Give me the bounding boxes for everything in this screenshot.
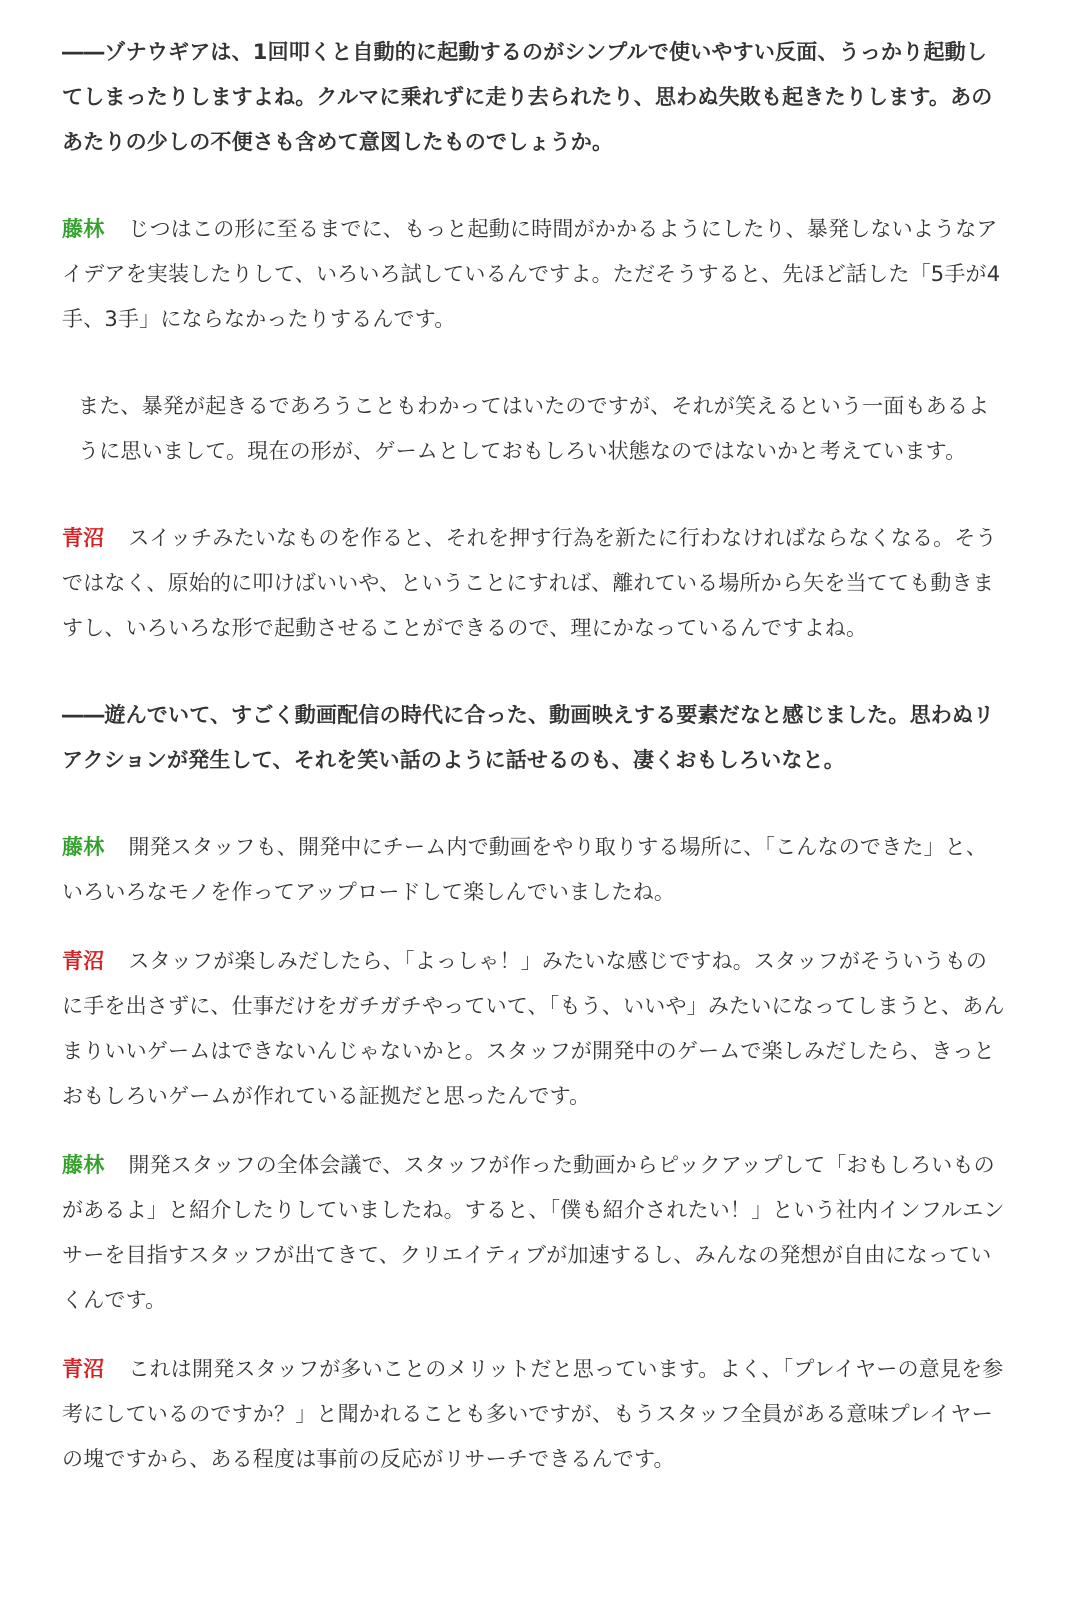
answer-paragraph: [62, 207, 1006, 342]
speaker-name: 藤林: [62, 217, 105, 241]
answer-paragraph: [62, 1143, 1006, 1323]
answer-text: スイッチみたいなものを作ると、それを押す行為を新たに行わなければならなくなる。そうではなく、原始的に叩けばいいや、ということにすれば、離れている場所から矢を当てても動きますし、いろいろな形で起動させることができるので、理にかなっているんですよね。: [62, 526, 997, 640]
answer-text: 開発スタッフも、開発中にチーム内で動画をやり取りする場所に、「こんなのできた」と、いろいろなモノを作ってアップロードして楽しんでいましたね。: [62, 835, 988, 904]
answer-text: これは開発スタッフが多いことのメリットだと思っています。よく、「プレイヤーの意見を参考にしているのですか？」と聞かれることも多いですが、もうスタッフ全員がある意味プレイヤーの塊ですから、ある程度は事前の反応がリサーチできるんです。: [62, 1357, 1004, 1471]
speaker-name: 青沼: [62, 949, 105, 973]
question-paragraph: ――ゾナウギアは、1回叩くと自動的に起動するのがシンプルで使いやすい反面、うっかり起動してしまったりしますよね。クルマに乗れずに走り去られたり、思わぬ失敗も起きたりします。あのあたりの少しの不便さも含めて意図したものでしょうか。: [62, 40, 993, 154]
speaker-name: 青沼: [62, 1357, 105, 1381]
answer-text: 開発スタッフの全体会議で、スタッフが作った動画からピックアップして「おもしろいものがあるよ」と紹介したりしていましたね。すると、「僕も紹介されたい！」という社内インフルエンサーを目指すスタッフが出てきて、クリエイティブが加速するし、みんなの発想が自由になっていくんです。: [62, 1153, 1005, 1312]
answer-text: スタッフが楽しみだしたら、「よっしゃ！」みたいな感じですね。スタッフがそういうものに手を出さずに、仕事だけをガチガチやっていて、「もう、いいや」みたいになってしまうと、あんまりいいゲームはできないんじゃないかと。スタッフが開発中のゲームで楽しみだしたら、きっとおもしろいゲームが作れている証拠だと思ったんです。: [62, 949, 1005, 1108]
speaker-name: 藤林: [62, 1153, 105, 1177]
answer-paragraph: [62, 1347, 1006, 1482]
speaker-name: 藤林: [62, 835, 105, 859]
answer-paragraph: [62, 825, 1006, 915]
continuation-paragraph: また、暴発が起きるであろうこともわかってはいたのですが、それが笑えるという一面もあるように思いまして。現在の形が、ゲームとしておもしろい状態なのではないかと考えています。: [78, 394, 990, 463]
question-paragraph: ――遊んでいて、すごく動画配信の時代に合った、動画映えする要素だなと感じました。思わぬリアクションが発生して、それを笑い話のように話せるのも、凄くおもしろいなと。: [62, 703, 995, 772]
answer-paragraph: [62, 516, 1006, 651]
speaker-name: 青沼: [62, 526, 105, 550]
answer-text: じつはこの形に至るまでに、もっと起動に時間がかかるようにしたり、暴発しないようなアイデアを実装したりして、いろいろ試しているんですよ。ただそうすると、先ほど話した「5手が4手、3手」にならなかったりするんです。: [62, 217, 1001, 331]
answer-paragraph: [62, 939, 1006, 1119]
